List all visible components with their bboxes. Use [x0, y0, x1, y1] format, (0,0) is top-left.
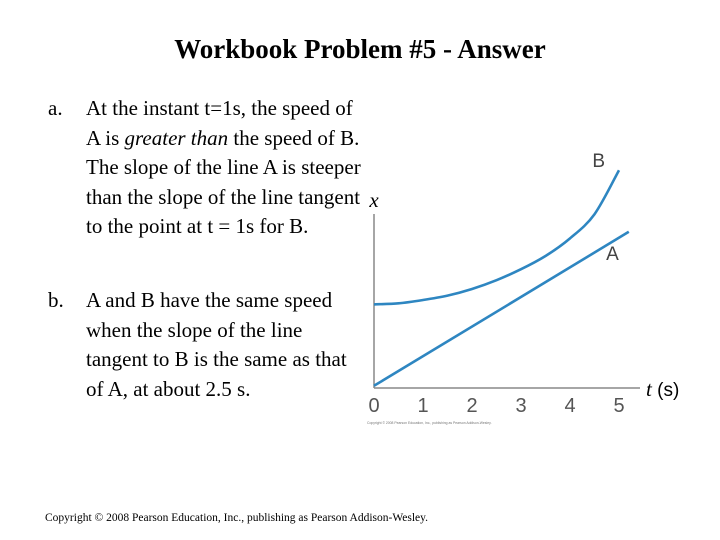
x-tick-label: 3 — [515, 395, 527, 417]
x-axis-label-unit: (s) — [651, 380, 680, 401]
series-layer — [374, 151, 629, 386]
slide-title: Workbook Problem #5 - Answer — [174, 34, 546, 64]
answer-item-b — [48, 286, 363, 404]
series-b-line — [374, 170, 619, 304]
x-axis-label-variable: t — [646, 377, 652, 401]
x-axis-label — [646, 377, 679, 401]
y-axis-label: x — [369, 188, 379, 212]
item-a-text-start: At the instant t=1s, the speed of A is — [86, 96, 353, 150]
figure-credit: Copyright © 2008 Pearson Education, Inc., publishing as Pearson Addison-Wesley. — [367, 421, 492, 425]
answer-item-a — [48, 94, 363, 242]
item-a-text — [48, 94, 363, 242]
series-b-label: B — [592, 151, 605, 173]
x-tick-label: 5 — [613, 395, 625, 417]
x-tick-label: 2 — [466, 395, 478, 417]
item-a-emphasis: greater than — [124, 125, 229, 150]
series-a-label: A — [606, 243, 619, 265]
x-tick-labels — [368, 395, 624, 417]
item-b-text: A and B have the same speed when the slope of the line tangent to B is the same as that of A, at about 2.5 s. — [86, 288, 347, 401]
position-time-graph — [355, 151, 695, 435]
series-a-line — [374, 232, 629, 386]
x-tick-label: 0 — [368, 395, 380, 417]
x-tick-label: 1 — [417, 395, 429, 417]
item-b-marker: b. — [48, 288, 64, 312]
x-tick-label: 4 — [564, 395, 576, 417]
item-a-text-end: the speed of B. The slope of the line A is steeper than the slope of the line tangent to the point at t = 1s for B. — [86, 125, 361, 238]
item-a-marker: a. — [48, 96, 63, 120]
copyright-notice: Copyright © 2008 Pearson Education, Inc., publishing as Pearson Addison-Wesley. — [45, 512, 429, 524]
